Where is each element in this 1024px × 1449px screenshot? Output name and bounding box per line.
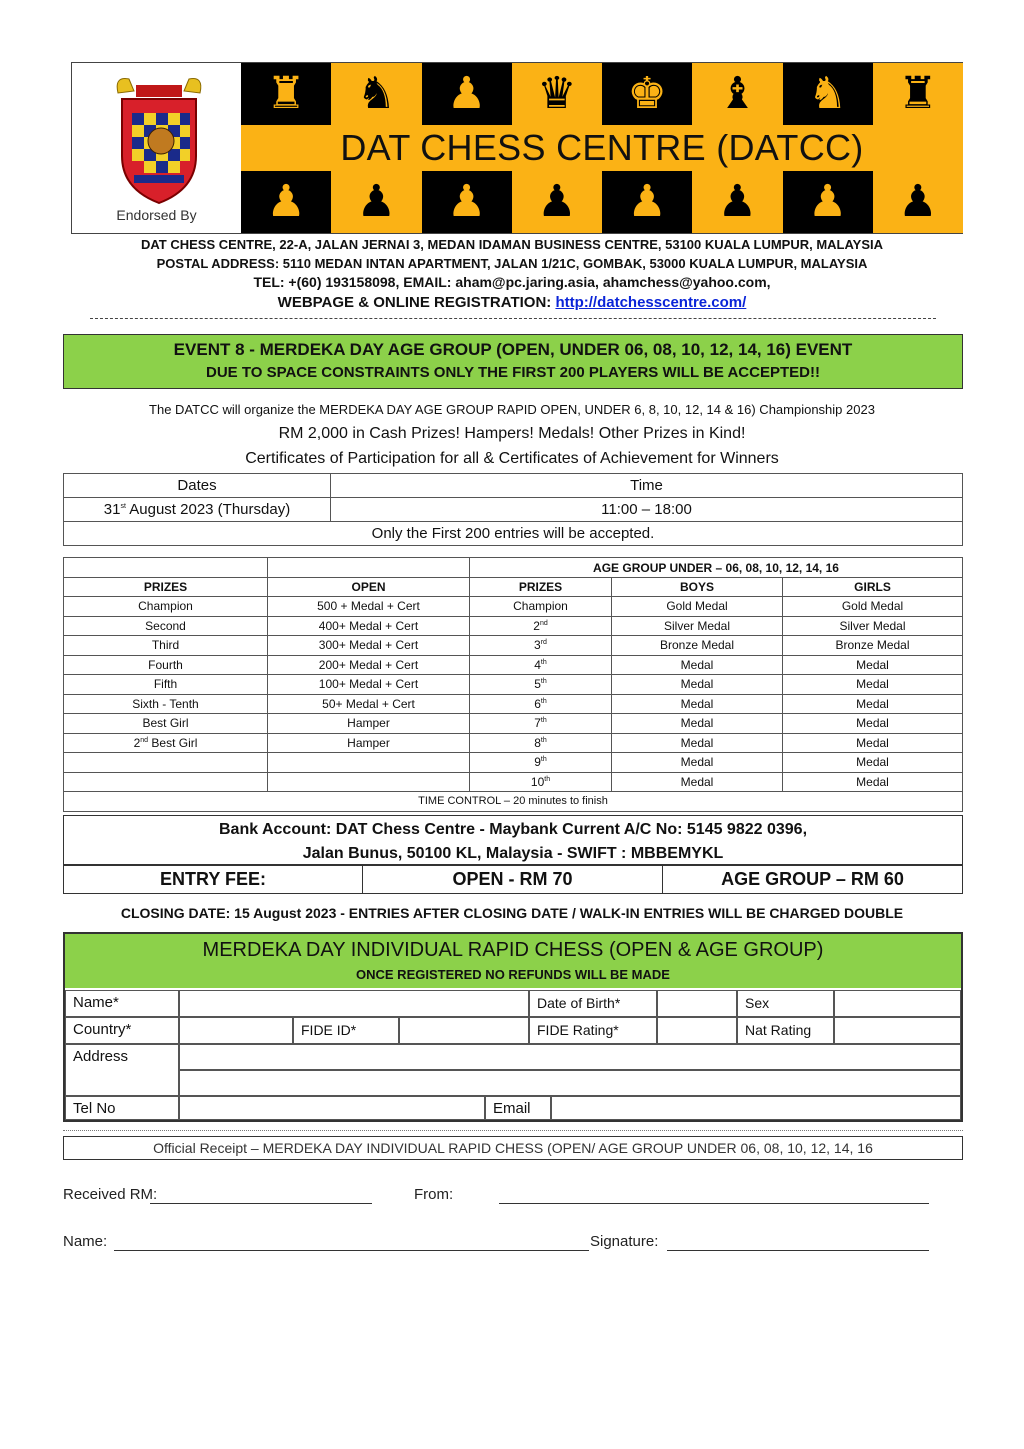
prize-rows: [64, 597, 963, 792]
open-prize-cell: [64, 772, 268, 792]
name-line[interactable]: [114, 1250, 589, 1251]
receipt-title: Official Receipt – MERDEKA DAY INDIVIDUAL RAPID CHESS (OPEN/ AGE GROUP UNDER 06, 08, 10, 12, 14, 16: [63, 1136, 963, 1160]
address-label: Address: [65, 1044, 179, 1096]
address-block: [0, 235, 1024, 312]
cut-line: [63, 1130, 963, 1131]
age-place-cell: 2nd: [470, 616, 612, 636]
bank-details: [63, 815, 963, 865]
boys-cell: Bronze Medal: [612, 636, 783, 656]
pawn-icon: ♟: [331, 171, 421, 233]
girls-cell: Medal: [783, 714, 963, 734]
age-place-cell: 10th: [470, 772, 612, 792]
pawn-icon: ♟: [422, 171, 512, 233]
page-title: DAT CHESS CENTRE (DATCC): [340, 127, 864, 168]
age-place-cell: 9th: [470, 753, 612, 773]
dob-label: Date of Birth*: [529, 990, 657, 1017]
girls-cell: Medal: [783, 694, 963, 714]
nat-rating-field[interactable]: [834, 1017, 961, 1044]
no-refund-notice: ONCE REGISTERED NO REFUNDS WILL BE MADE: [356, 967, 670, 982]
country-label: Country*: [65, 1017, 179, 1044]
age-place-cell: 5th: [470, 675, 612, 695]
fide-id-label: FIDE ID*: [293, 1017, 399, 1044]
boys-cell: Gold Medal: [612, 597, 783, 617]
prize-table: [63, 557, 963, 812]
age-place-cell: 6th: [470, 694, 612, 714]
boys-cell: Medal: [612, 714, 783, 734]
open-header: OPEN: [268, 578, 470, 597]
age-group-header: AGE GROUP UNDER – 06, 08, 10, 12, 14, 16: [470, 558, 963, 578]
knight-icon: ♞: [783, 63, 873, 125]
header-box: [71, 62, 963, 234]
entry-fee-label: ENTRY FEE:: [64, 866, 363, 893]
age-place-cell: 4th: [470, 655, 612, 675]
open-prize-cell: Champion: [64, 597, 268, 617]
open-value-cell: Hamper: [268, 714, 470, 734]
knight-icon: ♞: [331, 63, 421, 125]
girls-cell: Medal: [783, 733, 963, 753]
open-value-cell: Hamper: [268, 733, 470, 753]
dob-field[interactable]: [657, 990, 737, 1017]
fide-rating-label: FIDE Rating*: [529, 1017, 657, 1044]
table-row: [64, 714, 963, 734]
pawn-icon: ♟: [512, 171, 602, 233]
boys-cell: Silver Medal: [612, 616, 783, 636]
form-header: [65, 934, 961, 988]
open-prize-cell: Sixth - Tenth: [64, 694, 268, 714]
event-banner: [63, 334, 963, 389]
intro-line-3: Certificates of Participation for all & Certificates of Achievement for Winners: [245, 450, 779, 467]
signature-line[interactable]: [667, 1250, 929, 1251]
name-field[interactable]: [179, 990, 529, 1017]
pawn-icon: ♟: [873, 171, 963, 233]
intro-line-1: The DATCC will organize the MERDEKA DAY AGE GROUP RAPID OPEN, UNDER 6, 8, 10, 12, 14 & 16) Championship 2023: [149, 402, 875, 417]
nat-rating-label: Nat Rating: [737, 1017, 834, 1044]
girls-cell: Medal: [783, 772, 963, 792]
form-title: MERDEKA DAY INDIVIDUAL RAPID CHESS (OPEN & AGE GROUP): [202, 939, 824, 961]
from-label: From:: [414, 1186, 454, 1203]
email-field[interactable]: [551, 1096, 961, 1120]
rook-icon: ♜: [873, 63, 963, 125]
bishop-icon: ♝: [692, 63, 782, 125]
address-field-1[interactable]: [179, 1044, 961, 1070]
table-row: [64, 733, 963, 753]
age-prizes-header: PRIZES: [470, 578, 612, 597]
event-title: EVENT 8 - MERDEKA DAY AGE GROUP (OPEN, UNDER 06, 08, 10, 12, 14, 16) EVENT: [173, 340, 853, 359]
signature-label: Signature:: [590, 1233, 659, 1250]
web-line: [0, 293, 1024, 312]
event-time: 11:00 – 18:00: [331, 498, 963, 522]
table-row: [64, 655, 963, 675]
girls-cell: Medal: [783, 655, 963, 675]
boys-cell: Medal: [612, 655, 783, 675]
country-field[interactable]: [179, 1017, 293, 1044]
time-control: TIME CONTROL – 20 minutes to finish: [64, 792, 963, 812]
bottom-pieces-row: [241, 171, 963, 233]
address-line-1: DAT CHESS CENTRE, 22-A, JALAN JERNAI 3, MEDAN IDAMAN BUSINESS CENTRE, 53100 KUALA LUMPUR, MALAYSIA: [140, 237, 884, 252]
age-place-cell: 3rd: [470, 636, 612, 656]
queen-icon: ♛: [512, 63, 602, 125]
age-place-cell: 8th: [470, 733, 612, 753]
age-group-fee: AGE GROUP – RM 60: [721, 869, 904, 889]
boys-cell: Medal: [612, 694, 783, 714]
top-pieces-row: [241, 63, 963, 125]
boys-header: BOYS: [612, 578, 783, 597]
received-line[interactable]: [150, 1203, 372, 1204]
boys-cell: Medal: [612, 753, 783, 773]
pawn-icon: ♟: [422, 63, 512, 125]
received-label: Received RM:: [63, 1186, 158, 1203]
open-value-cell: [268, 772, 470, 792]
open-prize-cell: Second: [64, 616, 268, 636]
event-date: 31st August 2023 (Thursday): [64, 498, 331, 522]
open-value-cell: 300+ Medal + Cert: [268, 636, 470, 656]
girls-cell: Gold Medal: [783, 597, 963, 617]
crest-logo: [104, 71, 214, 206]
table-row: [64, 597, 963, 617]
pawn-icon: ♟: [783, 171, 873, 233]
table-row: [64, 675, 963, 695]
open-value-cell: 100+ Medal + Cert: [268, 675, 470, 695]
schedule-table: [63, 473, 963, 546]
name-receipt-label: Name:: [63, 1233, 108, 1250]
open-value-cell: 400+ Medal + Cert: [268, 616, 470, 636]
fide-rating-field[interactable]: [657, 1017, 737, 1044]
table-row: [64, 753, 963, 773]
open-value-cell: 200+ Medal + Cert: [268, 655, 470, 675]
open-prize-cell: Fifth: [64, 675, 268, 695]
open-prize-cell: 2nd Best Girl: [64, 733, 268, 753]
bank-line-1: Bank Account: DAT Chess Centre - Maybank Current A/C No: 5145 9822 0396,: [218, 821, 808, 838]
tel-field[interactable]: [179, 1096, 485, 1120]
fide-id-field[interactable]: [399, 1017, 529, 1044]
sex-field[interactable]: [834, 990, 961, 1017]
open-value-cell: 50+ Medal + Cert: [268, 694, 470, 714]
from-line[interactable]: [499, 1203, 929, 1204]
closing-date: CLOSING DATE: 15 August 2023 - ENTRIES AFTER CLOSING DATE / WALK-IN ENTRIES WILL BE CHARGED DOUBLE: [120, 905, 904, 921]
open-fee: OPEN - RM 70: [363, 866, 663, 893]
name-label: Name*: [65, 990, 179, 1017]
girls-cell: Medal: [783, 753, 963, 773]
address-line-2: POSTAL ADDRESS: 5110 MEDAN INTAN APARTMENT, JALAN 1/21C, GOMBAK, 53000 KUALA LUMPUR, MALAYSIA: [156, 256, 868, 271]
web-label: WEBPAGE & ONLINE REGISTRATION:: [277, 294, 556, 311]
intro-line-2: RM 2,000 in Cash Prizes! Hampers! Medals! Other Prizes in Kind!: [278, 425, 746, 442]
boys-cell: Medal: [612, 772, 783, 792]
open-value-cell: [268, 753, 470, 773]
rook-icon: ♜: [241, 63, 331, 125]
sex-label: Sex: [737, 990, 834, 1017]
pawn-icon: ♟: [692, 171, 782, 233]
girls-cell: Bronze Medal: [783, 636, 963, 656]
girls-header: GIRLS: [783, 578, 963, 597]
girls-cell: Medal: [783, 675, 963, 695]
open-prize-cell: [64, 753, 268, 773]
entries-note: Only the First 200 entries will be accepted.: [64, 522, 963, 546]
entry-fee-row: [63, 865, 963, 894]
divider: [90, 318, 936, 319]
endorsed-by-label: Endorsed By: [116, 207, 197, 223]
boys-cell: Medal: [612, 675, 783, 695]
logo-area: [72, 63, 241, 233]
age-place-cell: 7th: [470, 714, 612, 734]
registration-form: [63, 932, 963, 1122]
dates-header: Dates: [64, 474, 331, 498]
address-field-2[interactable]: [179, 1070, 961, 1096]
tel-label: Tel No: [65, 1096, 179, 1120]
table-row: [64, 694, 963, 714]
open-prize-cell: Fourth: [64, 655, 268, 675]
table-row: [64, 616, 963, 636]
pawn-icon: ♟: [602, 171, 692, 233]
bank-line-2: Jalan Bunus, 50100 KL, Malaysia - SWIFT : MBBEMYKL: [302, 845, 724, 862]
email-label: Email: [485, 1096, 551, 1120]
king-icon: ♚: [602, 63, 692, 125]
boys-cell: Medal: [612, 733, 783, 753]
contact-line: TEL: +(60) 193158098, EMAIL: aham@pc.jaring.asia, ahamchess@yahoo.com,: [253, 274, 771, 290]
girls-cell: Silver Medal: [783, 616, 963, 636]
chess-banner: [241, 63, 963, 233]
event-notice: DUE TO SPACE CONSTRAINTS ONLY THE FIRST 200 PLAYERS WILL BE ACCEPTED!!: [206, 364, 820, 381]
open-value-cell: 500 + Medal + Cert: [268, 597, 470, 617]
website-link[interactable]: http://datchesscentre.com/: [555, 294, 747, 311]
table-row: [64, 772, 963, 792]
prizes-header: PRIZES: [64, 578, 268, 597]
time-header: Time: [331, 474, 963, 498]
table-row: [64, 636, 963, 656]
open-prize-cell: Third: [64, 636, 268, 656]
pawn-icon: ♟: [241, 171, 331, 233]
age-place-cell: Champion: [470, 597, 612, 617]
open-prize-cell: Best Girl: [64, 714, 268, 734]
